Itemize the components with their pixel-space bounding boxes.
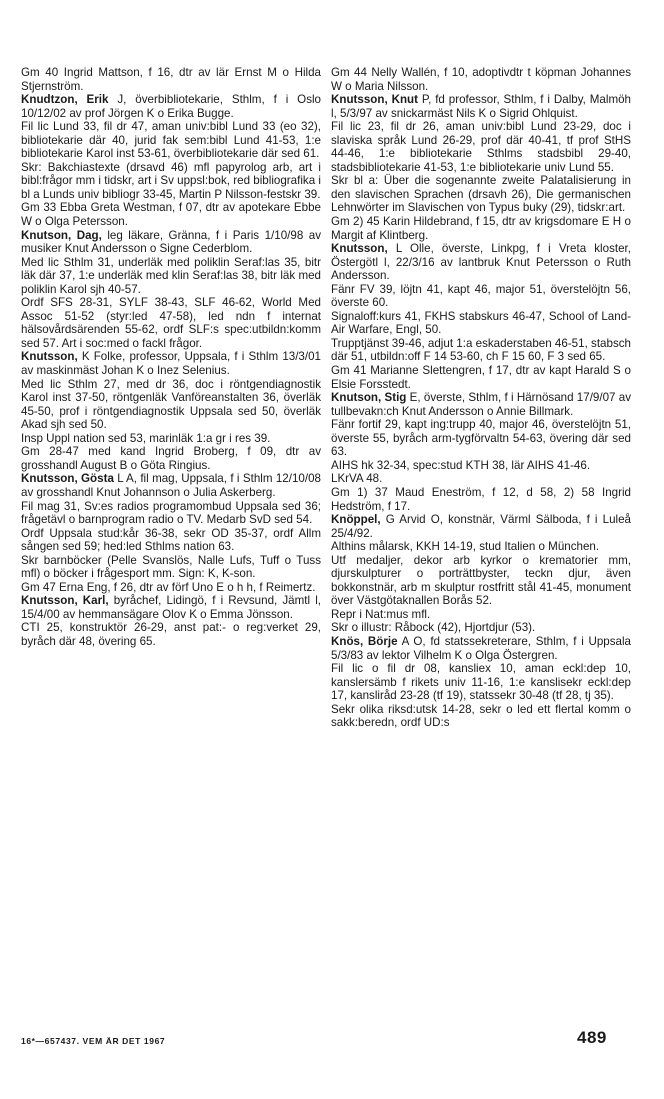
entry-text: L Olle, överste, Linkpg, f i Vreta kloster, Östergötl l, 22/3/16 av lantbruk Knut Petersson o Ruth Andersson.	[331, 242, 631, 283]
entry-text: Fil lic Lund 33, fil dr 47, aman univ:bibl Lund 33 (eo 32), bibliotekarie där 40, jurid fak sem:bibl Lund 41-53, 1:e bibliotekarie Karol inst 53-61, överbibliotekarie där sed 61.	[21, 120, 321, 161]
entry-text: Gm 41 Marianne Slettengren, f 17, dtr av kapt Harald S o Elsie Forsstedt.	[331, 364, 631, 391]
entry	[21, 378, 321, 432]
left-column	[21, 66, 321, 649]
entry-text: Skr bl a: Über die sogenannte zweite Palatalisierung in den slavischen Sprachen (drsavh 26), Die germanischen Lehnwörter im Slavischen von Typus buky (29), tidskr:art.	[331, 174, 631, 215]
entry	[21, 256, 321, 297]
entry	[21, 93, 321, 120]
entry-text: Fil lic o fil dr 08, kansliex 10, aman eckl:dep 10, kanslersämb f rikets univ 11-16, 1:e kanslisekr eckl:dep 17, kansliråd 23-28 (tf 19), statssekr 30-48 (tf 28, tj 35).	[331, 662, 631, 703]
entry-text: Skr: Bakchiastexte (drsavd 46) mfl papyrolog arb, art i bibl:frågor mm i tidskr, art i Sv uppsl:bok, red bibliografika i bl a Lunds univ bibliogr 33-45, Martin P Nilsson-festskr 39.	[21, 160, 321, 201]
entry	[331, 391, 631, 418]
entry	[21, 554, 321, 581]
entry	[331, 283, 631, 310]
entry-text: Fil lic 23, fil dr 26, aman univ:bibl Lund 23-29, doc i slaviska språk Lund 26-29, prof där 40-41, tf prof StHS 44-46, 1:e bibliotekarie Sthlms stadsbibl 29-40, stadsbibliotekarie 41-53, 1:e bibliotekarie univ Lund 55.	[331, 120, 631, 174]
entry-text: Skr o illustr: Råbock (42), Hjortdjur (53).	[331, 621, 536, 635]
entry-name: Knutsson,	[331, 242, 388, 256]
entry-text: Gm 47 Erna Eng, f 26, dtr av förf Uno E o h h, f Reimertz.	[21, 580, 316, 594]
entry	[21, 201, 321, 228]
entry	[21, 621, 321, 648]
entry	[331, 608, 631, 622]
entry	[331, 93, 631, 120]
entry-text: Gm 33 Ebba Greta Westman, f 07, dtr av apotekare Ebbe W o Olga Petersson.	[21, 201, 321, 229]
entry	[21, 66, 321, 93]
entry	[331, 486, 631, 513]
entry	[331, 472, 631, 486]
entry	[331, 364, 631, 391]
entry-text: Sekr olika riksd:utsk 14-28, sekr o led ett flertal komm o sakk:beredn, ordf UD:s	[331, 702, 631, 730]
entry	[331, 418, 631, 459]
entry-text: Gm 1) 37 Maud Eneström, f 12, d 58, 2) 58 Ingrid Hedström, f 17.	[331, 485, 631, 513]
entry-name: Knutson, Dag,	[21, 228, 102, 242]
entry	[21, 229, 321, 256]
entry-text: Gm 28-47 med kand Ingrid Broberg, f 09, dtr av grosshandl August B o Göta Ringius.	[21, 445, 321, 472]
entry-text: P, fd professor, Sthlm, f i Dalby, Malmöh l, 5/3/97 av snickarmäst Nils K o Sigrid Ohlquist.	[331, 93, 631, 120]
entry-text: Insp Uppl nation sed 53, marinläk 1:a gr i res 39.	[21, 431, 271, 445]
entry-text: Gm 44 Nelly Wallén, f 10, adoptivdtr t köpman Johannes W o Maria Nilsson.	[331, 66, 631, 93]
entry-name: Knutsson, Knut	[331, 93, 418, 107]
entry-text: L A, fil mag, Uppsala, f i Sthlm 12/10/08 av grosshandl Knut Johannson o Julia Askerberg.	[21, 472, 321, 499]
entry	[331, 621, 631, 635]
entry	[331, 554, 631, 608]
entry-text: Trupptjänst 39-46, adjut 1:a eskaderstaben 46-51, stabsch där 51, utbildn:off F 14 53-60, ch F 15 60, F 3 sed 65.	[331, 336, 631, 364]
entry-text: byråchef, Lidingö, f i Revsund, Jämtl l, 15/4/00 av hemmansägare Olov K o Emma Jönsson.	[21, 594, 321, 621]
entry-name: Knudtzon, Erik	[21, 93, 109, 107]
entry-text: Med lic Sthlm 27, med dr 36, doc i röntgendiagnostik Karol inst 37-50, röntgenläk Vanföreanstalten 36, överläk 45-50, prof i röntgendiagnostik Uppsala sed 50, överläk Akad sjh sed 50.	[21, 377, 321, 432]
entry-text: Utf medaljer, dekor arb kyrkor o krematorier mm, djurskulpturer o porträttbyster, teckn djur, även bokkonstnär, arb m skulptur rostfritt stål 41-45, monument över Västgötaknallen Borås 52.	[331, 553, 631, 608]
entry-name: Knutsson,	[21, 350, 78, 364]
entry	[21, 445, 321, 472]
entry	[331, 120, 631, 174]
entry-name: Knutson, Stig	[331, 391, 407, 405]
entry	[21, 350, 321, 377]
entry	[331, 242, 631, 283]
entry	[331, 337, 631, 364]
entry	[331, 540, 631, 554]
entry-text: Skr barnböcker (Pelle Svanslös, Nalle Lufs, Tuff o Tuss mfl) o böcker i frågesport mm. Sign: K, K-son.	[21, 553, 321, 581]
entry-text: leg läkare, Gränna, f i Paris 1/10/98 av musiker Knut Andersson o Signe Cederblom.	[21, 228, 321, 256]
entry	[331, 174, 631, 215]
entry	[331, 310, 631, 337]
page-number: 489	[577, 1028, 607, 1047]
entry	[331, 66, 631, 93]
print-code: 16*—657437. VEM ÄR DET 1967	[21, 1036, 166, 1046]
entry-text: G Arvid O, konstnär, Värml Sälboda, f i Luleå 25/4/92.	[331, 513, 631, 540]
entry	[21, 296, 321, 350]
entry-text: Repr i Nat:mus mfl.	[331, 607, 431, 621]
entry	[331, 635, 631, 662]
entry-name: Knös, Börje	[331, 634, 398, 648]
entry-text: K Folke, professor, Uppsala, f i Sthlm 13/3/01 av maskinmäst Johan K o Inez Selenius.	[21, 350, 321, 378]
entry	[21, 161, 321, 202]
entry-name: Knutsson, Gösta	[21, 472, 114, 486]
entry-text: Fil mag 31, Sv:es radios programombud Uppsala sed 36; frågetävl o barnprogram radio o TV. Medarb SvD sed 54.	[21, 499, 321, 527]
entry-text: CTI 25, konstruktör 26-29, anst pat:- o reg:verket 29, byråch där 48, övering 65.	[21, 621, 321, 648]
entry-text: Althins målarsk, KKH 14-19, stud Italien o München.	[331, 540, 600, 554]
entry-text: J, överbibliotekarie, Sthlm, f i Oslo 10/12/02 av prof Jörgen K o Erika Bugge.	[21, 93, 322, 120]
entry	[21, 527, 321, 554]
entry-text: Signaloff:kurs 41, FKHS stabskurs 46-47, School of Land-Air Warfare, Engl, 50.	[331, 309, 631, 337]
entry	[331, 703, 631, 730]
entry	[21, 432, 321, 446]
entry-text: Med lic Sthlm 31, underläk med poliklin Seraf:las 35, bitr läk där 37, 1:e underläk med klin Seraf:las 38, bitr läk med poliklin Karol sjh 40-57.	[21, 255, 321, 296]
entry-text: Ordf SFS 28-31, SYLF 38-43, SLF 46-62, World Med Assoc 51-52 (styr:led 47-58), led ndn f internat hälsovårdsärenden 55-62, ordf SLF:s spec:utbildn:komm sed 57. Art i soc:med o fackl frågor.	[21, 296, 321, 350]
entry	[21, 594, 321, 621]
entry	[21, 581, 321, 595]
entry-name: Knöppel,	[331, 513, 381, 527]
entry-text: Fänr fortif 29, kapt ing:trupp 40, major 46, överstelöjtn 51, överste 55, byråch arm-tygförvaltn 54-63, övering där sed 63.	[331, 418, 631, 459]
entry-text: Fänr FV 39, löjtn 41, kapt 46, major 51, överstelöjtn 56, överste 60.	[331, 282, 631, 310]
entry-text: A O, fd statssekreterare, Sthlm, f i Uppsala 5/3/83 av lektor Vilhelm K o Olga Östergren.	[331, 634, 632, 662]
entry-text: AIHS hk 32-34, spec:stud KTH 38, lär AIHS 41-46.	[331, 458, 591, 472]
entry-text: Gm 40 Ingrid Mattson, f 16, dtr av lär Ernst M o Hilda Stjernström.	[21, 66, 321, 93]
right-column	[331, 66, 631, 730]
entry	[331, 513, 631, 540]
entry	[21, 500, 321, 527]
entry-text: E, överste, Sthlm, f i Härnösand 17/9/07 av tullbevakn:ch Knut Andersson o Annie Billmark.	[331, 391, 631, 418]
entry	[331, 215, 631, 242]
entry	[331, 662, 631, 703]
entry-name: Knutsson, Karl,	[21, 594, 109, 608]
entry	[21, 120, 321, 161]
entry	[21, 472, 321, 499]
entry-text: Gm 2) 45 Karin Hildebrand, f 15, dtr av krigsdomare E H o Margit af Klintberg.	[331, 215, 631, 242]
entry-text: LKrVA 48.	[331, 472, 383, 486]
entry-text: Ordf Uppsala stud:kår 36-38, sekr OD 35-37, ordf Allm sången sed 59; hed:led Sthlms nation 63.	[21, 526, 321, 554]
entry	[331, 459, 631, 473]
